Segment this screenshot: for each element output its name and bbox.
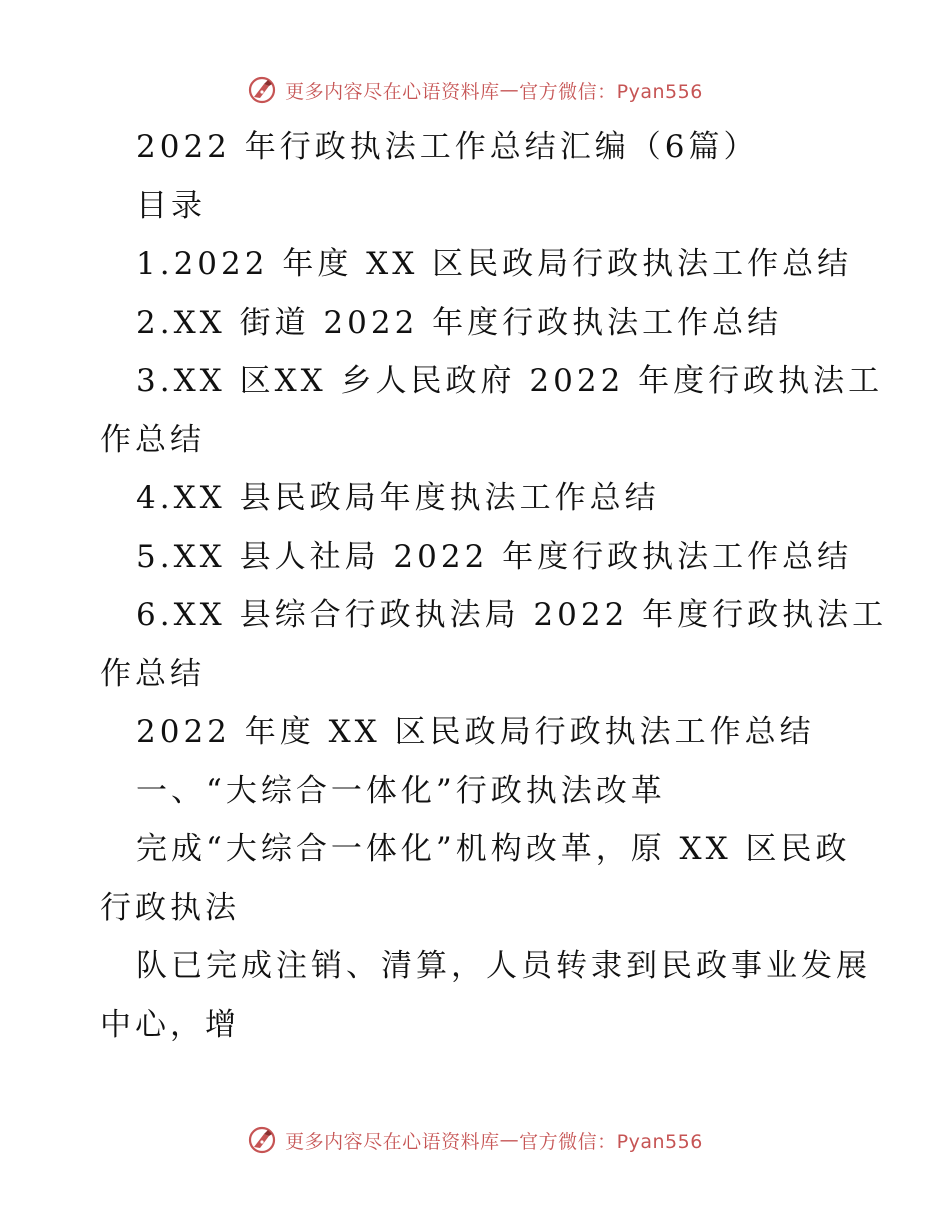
- watermark-contact: 官方微信：Pyan556: [519, 1130, 703, 1153]
- watermark-separator: —: [499, 1129, 520, 1151]
- watermark-text: 更多内容尽在心语资料库: [285, 80, 500, 103]
- section-subheading: 一、“大综合一体化”行政执法改革: [136, 772, 666, 809]
- pen-nib-logo-icon: [247, 1125, 277, 1155]
- toc-item-2: 2.XX 街道 2022 年度行政执法工作总结: [136, 304, 783, 341]
- toc-item-6: 6.XX 县综合行政执法局 2022 年度行政执法工: [136, 597, 888, 633]
- body-line: 中心，增: [100, 1006, 240, 1043]
- body-line: 队已完成注销、清算，人员转隶到民政事业发展: [136, 948, 871, 984]
- toc-item-1: 1.2022 年度 XX 区民政局行政执法工作总结: [136, 246, 853, 282]
- toc-heading: 目录: [136, 187, 206, 224]
- body-line: 完成“大综合一体化”机构改革，原 XX 区民政: [136, 831, 851, 867]
- toc-item-5: 5.XX 县人社局 2022 年度行政执法工作总结: [136, 538, 853, 575]
- toc-item-4: 4.XX 县民政局年度执法工作总结: [136, 480, 660, 516]
- watermark-text: 更多内容尽在心语资料库: [285, 1130, 500, 1153]
- section-title: 2022 年度 XX 区民政局行政执法工作总结: [136, 714, 815, 750]
- watermark-contact: 官方微信：Pyan556: [519, 80, 703, 103]
- document-body: [100, 118, 888, 1054]
- header-watermark: [0, 70, 950, 110]
- watermark-separator: —: [499, 79, 520, 101]
- pen-nib-logo-icon: [247, 75, 277, 105]
- document-title: 2022 年行政执法工作总结汇编（6篇）: [136, 129, 759, 165]
- body-line: 行政执法: [100, 889, 240, 926]
- toc-item-3: 3.XX 区XX 乡人民政府 2022 年度行政执法工: [136, 363, 884, 399]
- footer-watermark: [0, 1120, 950, 1160]
- toc-item-6-continued: 作总结: [100, 655, 205, 692]
- toc-item-3-continued: 作总结: [100, 421, 205, 458]
